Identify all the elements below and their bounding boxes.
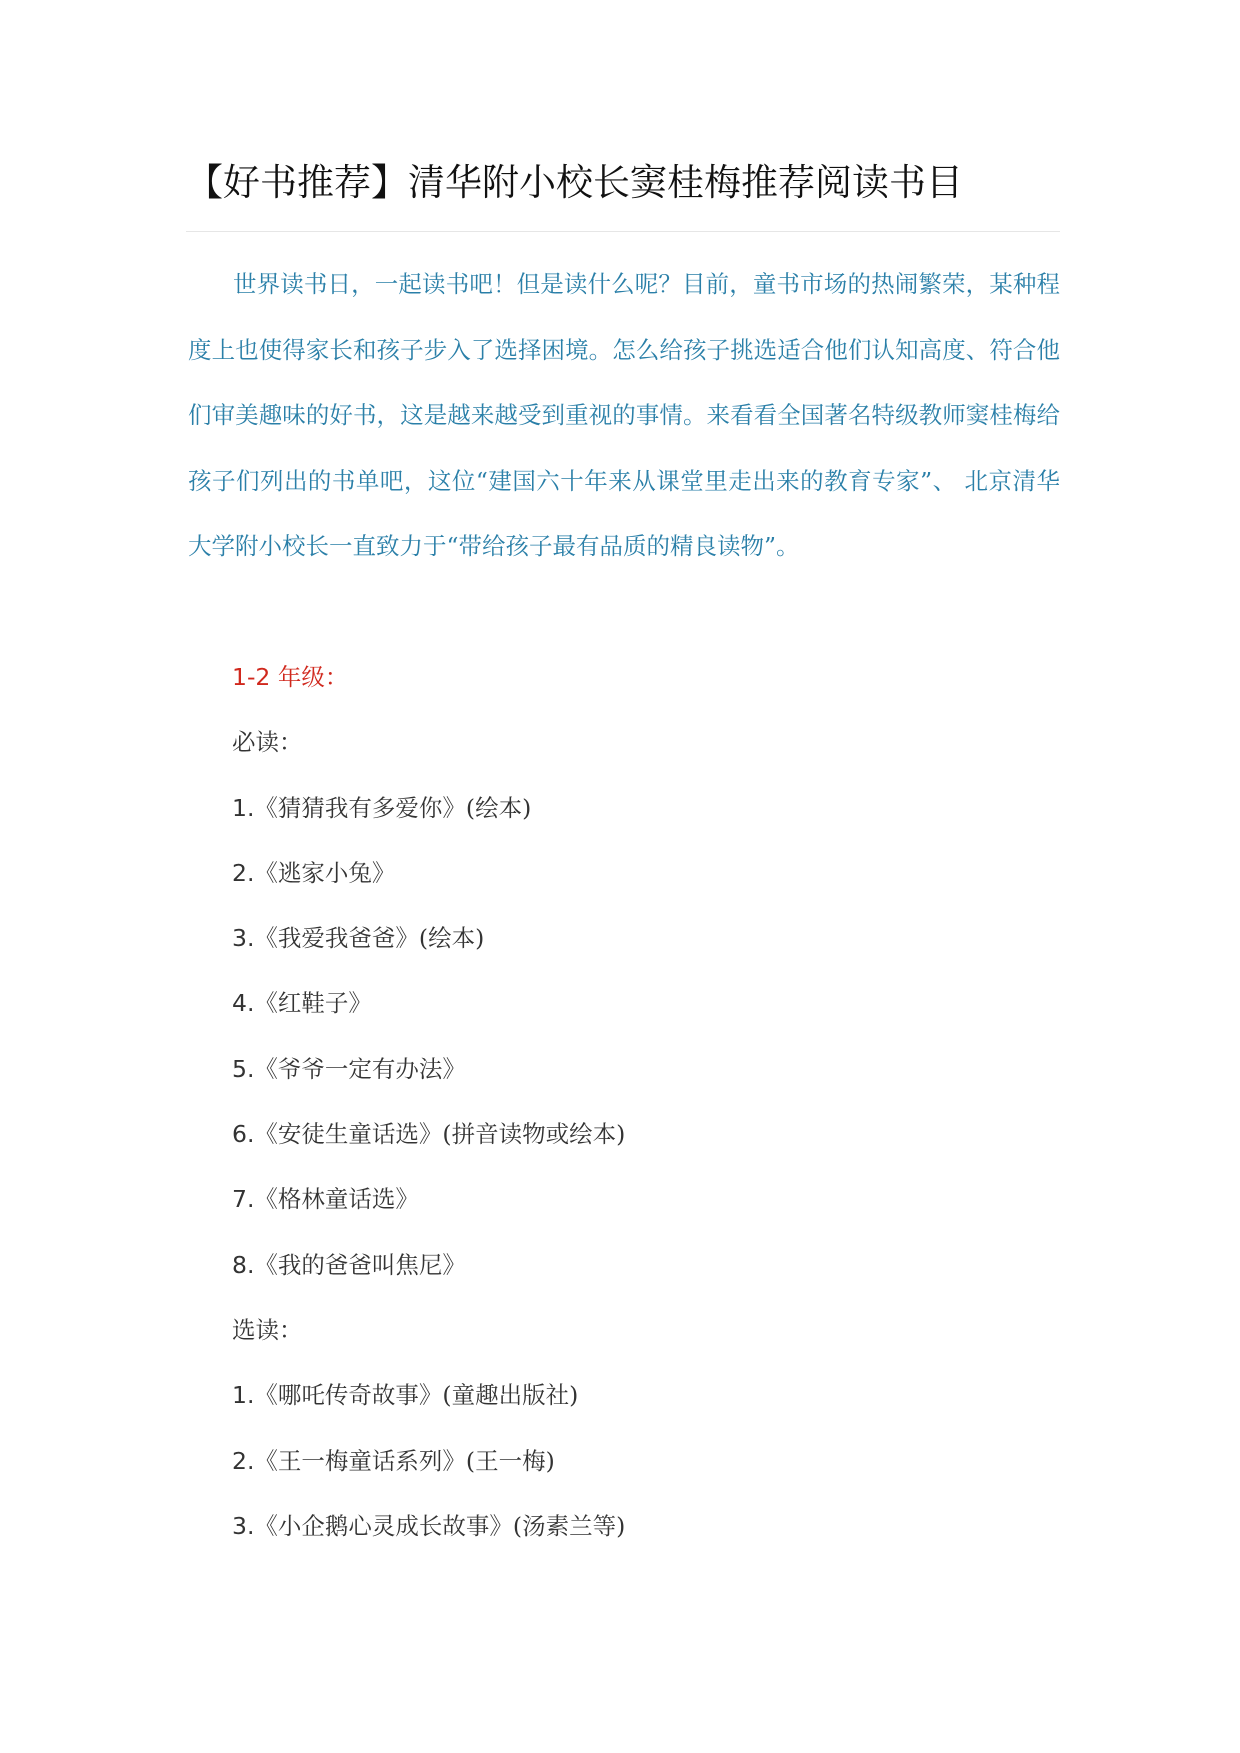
list-item [232,971,1052,1036]
list-item [232,1363,1052,1428]
title-divider [186,231,1060,232]
list-item-title: 《猜猜我有多爱你》(绘本) [254,793,532,822]
list-item-title: 《逃家小兔》 [254,858,396,887]
list-item-number: 3. [232,924,255,953]
list-item-number: 5. [232,1054,255,1083]
list-item [232,906,1052,971]
list-item [232,1037,1052,1102]
grade-number: 1-2 [232,663,271,691]
list-item [232,1233,1052,1298]
list-item-title: 《我的爸爸叫焦尼》 [254,1250,466,1279]
list-item-title: 《爷爷一定有办法》 [254,1054,466,1083]
list-item-number: 2. [232,858,255,887]
list-item-number: 1. [232,1381,255,1410]
optional-heading: 选读： [232,1315,303,1344]
list-item-number: 7. [232,1185,255,1214]
list-item [232,776,1052,841]
book-list [232,645,1052,1559]
list-item-number: 1. [232,793,255,822]
list-item [232,1102,1052,1167]
list-item-title: 《哪吒传奇故事》(童趣出版社) [254,1381,579,1410]
list-item [232,1494,1052,1559]
list-item-title: 《王一梅童话系列》(王一梅) [254,1446,555,1475]
page-title: 【好书推荐】清华附小校长窦桂梅推荐阅读书目 [186,161,963,204]
list-item-title: 《红鞋子》 [254,989,372,1018]
list-item-title: 《我爱我爸爸》(绘本) [254,924,485,953]
list-item-number: 2. [232,1446,255,1475]
list-item-title: 《小企鹅心灵成长故事》(汤素兰等) [254,1511,626,1540]
list-item [232,841,1052,906]
grade-heading [232,645,1052,710]
list-item-title: 《安徒生童话选》(拼音读物或绘本) [254,1120,626,1149]
list-item [232,1167,1052,1232]
list-item [232,1429,1052,1494]
grade-label: 年级： [270,663,349,691]
intro-paragraph: 世界读书日，一起读书吧！但是读什么呢？目前，童书市场的热闹繁荣，某种程度上也使得家长和孩子步入了选择困境。怎么给孩子挑选适合他们认知高度、符合他们审美趣味的好书，这是越来越受到重视的事情。来看看全国著名特级教师窦桂梅给孩子们列出的书单吧，这位“建国六十年来从课堂里走出来的教育专家”、 北京清华大学附小校长一直致力于“带给孩子最有品质的精良读物”。 [188,270,1060,560]
list-item-number: 3. [232,1511,255,1540]
list-item-number: 6. [232,1120,255,1149]
list-item-number: 4. [232,989,255,1018]
required-heading: 必读： [232,728,303,757]
list-item-number: 8. [232,1250,255,1279]
list-item-title: 《格林童话选》 [254,1185,419,1214]
